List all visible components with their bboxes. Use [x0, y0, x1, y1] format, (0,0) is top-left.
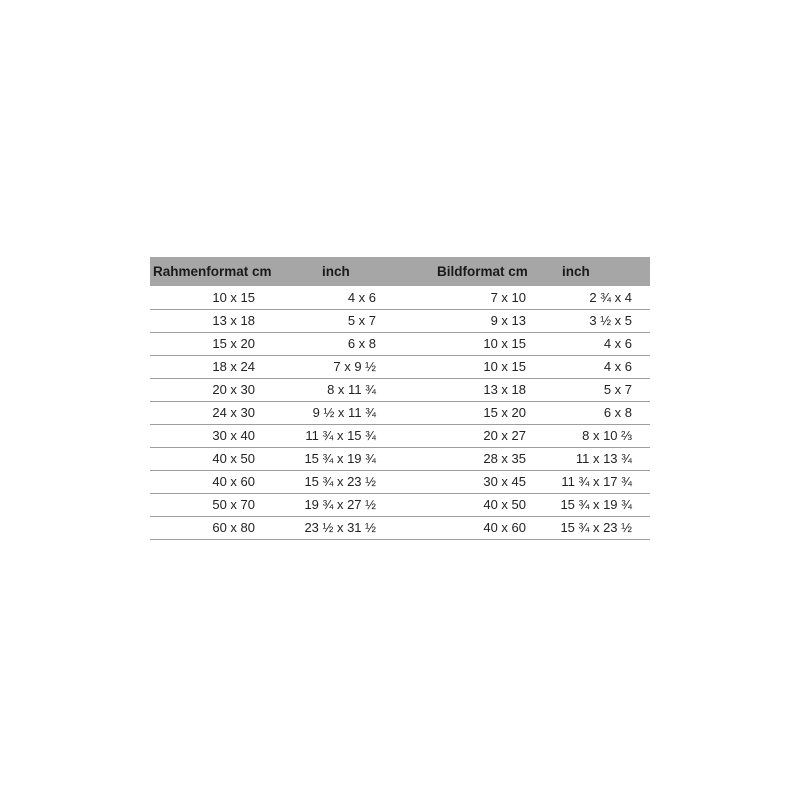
picture-size-inch-cell: 8 x 10 ⅔ [582, 428, 632, 443]
frame-size-cm-cell: 18 x 24 [212, 359, 255, 374]
frame-size-cm-cell: 24 x 30 [212, 405, 255, 420]
table-header [150, 257, 650, 286]
frame-size-inch-cell: 11 ¾ x 15 ¾ [305, 428, 376, 443]
table-row [150, 424, 650, 447]
table-row [150, 355, 650, 378]
picture-size-cm-cell: 40 x 50 [483, 497, 526, 512]
picture-size-cm-cell: 40 x 60 [483, 520, 526, 535]
table-body [150, 286, 650, 539]
table-row [150, 470, 650, 493]
frame-size-cm-cell: 30 x 40 [212, 428, 255, 443]
picture-size-cm-cell: 30 x 45 [483, 474, 526, 489]
frame-size-cm-cell: 40 x 60 [212, 474, 255, 489]
frame-size-inch-cell: 23 ½ x 31 ½ [304, 520, 376, 535]
picture-size-inch-cell: 15 ¾ x 23 ½ [560, 520, 632, 535]
header-frame-size-cm: Rahmenformat cm [153, 264, 272, 279]
picture-size-inch-cell: 4 x 6 [603, 359, 632, 374]
picture-size-inch-cell: 6 x 8 [603, 405, 632, 420]
size-conversion-table [150, 257, 650, 540]
picture-size-cm-cell: 13 x 18 [483, 382, 526, 397]
table-row [150, 332, 650, 355]
frame-size-inch-cell: 5 x 7 [347, 313, 376, 328]
frame-size-inch-cell: 7 x 9 ½ [333, 359, 376, 374]
frame-size-cm-cell: 40 x 50 [212, 451, 255, 466]
frame-size-cm-cell: 13 x 18 [212, 313, 255, 328]
table-row [150, 378, 650, 401]
picture-size-cm-cell: 9 x 13 [490, 313, 526, 328]
frame-size-inch-cell: 15 ¾ x 19 ¾ [304, 451, 376, 466]
frame-size-cm-cell: 10 x 15 [212, 289, 255, 305]
header-row [150, 257, 650, 286]
picture-size-inch-cell: 11 x 13 ¾ [575, 451, 632, 466]
picture-size-inch-cell: 11 ¾ x 17 ¾ [561, 474, 632, 489]
frame-size-inch-cell: 8 x 11 ¾ [327, 382, 376, 397]
frame-size-cm-cell: 50 x 70 [212, 497, 255, 512]
picture-size-cm-cell: 15 x 20 [483, 405, 526, 420]
header-picture-size-cm: Bildformat cm [437, 264, 528, 279]
picture-size-cm-cell: 10 x 15 [483, 336, 526, 351]
picture-size-inch-cell: 2 ¾ x 4 [589, 289, 632, 305]
picture-size-cm-cell: 20 x 27 [483, 428, 526, 443]
table-row [150, 401, 650, 424]
table-row [150, 309, 650, 332]
table-row [150, 516, 650, 539]
header-picture-size-inch: inch [562, 264, 590, 279]
picture-size-inch-cell: 3 ½ x 5 [589, 313, 632, 328]
table-row [150, 447, 650, 470]
frame-size-cm-cell: 60 x 80 [212, 520, 255, 535]
picture-size-cm-cell: 10 x 15 [483, 359, 526, 374]
frame-size-inch-cell: 19 ¾ x 27 ½ [304, 497, 376, 512]
picture-size-inch-cell: 15 ¾ x 19 ¾ [560, 497, 632, 512]
picture-size-cm-cell: 28 x 35 [483, 451, 526, 466]
picture-size-inch-cell: 5 x 7 [603, 382, 632, 397]
frame-size-inch-cell: 15 ¾ x 23 ½ [304, 474, 376, 489]
picture-size-inch-cell: 4 x 6 [603, 336, 632, 351]
picture-size-cm-cell: 7 x 10 [490, 289, 526, 305]
frame-size-cm-cell: 20 x 30 [212, 382, 255, 397]
table-row [150, 493, 650, 516]
frame-size-inch-cell: 6 x 8 [347, 336, 376, 351]
table-row [150, 286, 650, 309]
frame-size-cm-cell: 15 x 20 [212, 336, 255, 351]
header-frame-size-inch: inch [322, 264, 350, 279]
frame-size-inch-cell: 4 x 6 [347, 289, 376, 305]
frame-size-inch-cell: 9 ½ x 11 ¾ [312, 405, 376, 420]
